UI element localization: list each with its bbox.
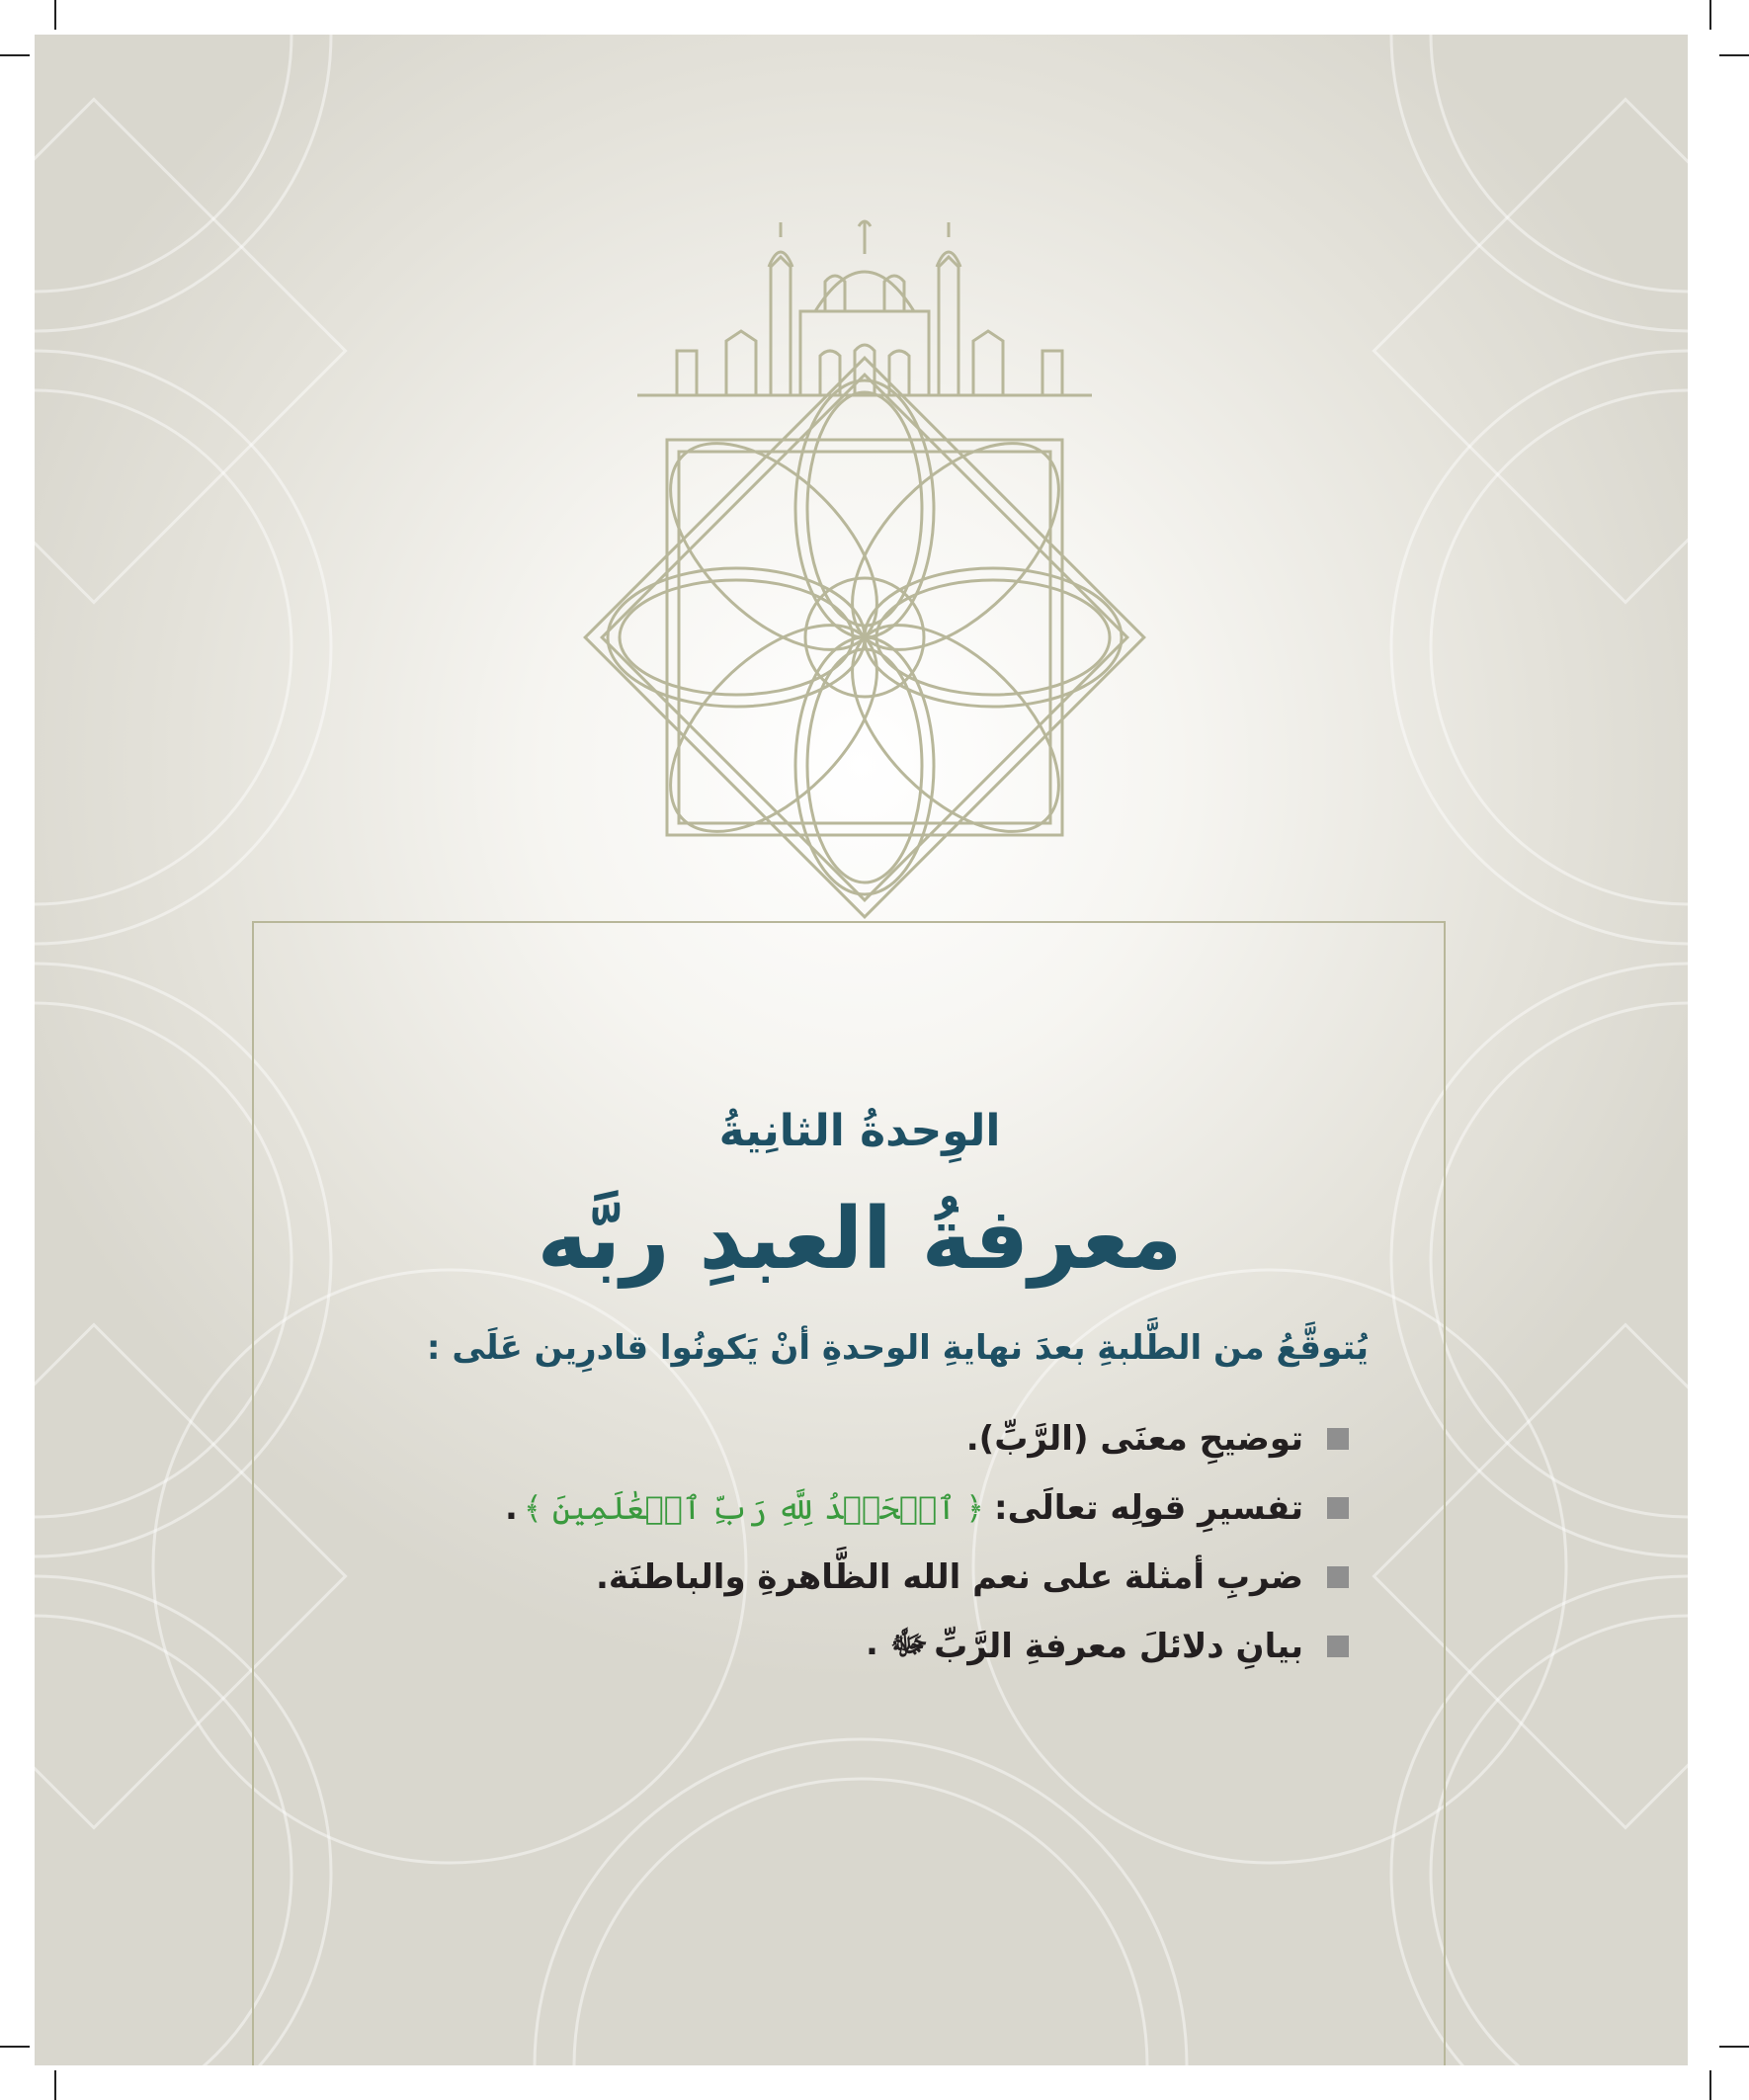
objective-item [311, 1473, 1349, 1543]
objective-text: توضيحِ معنَى (الرَّبِّ). [965, 1419, 1303, 1459]
objective-text: بيانِ دلائلَ معرفةِ الرَّبِّ [934, 1627, 1303, 1666]
unit-intro-content [311, 1102, 1408, 1681]
crop-mark [1719, 54, 1749, 56]
objective-item [311, 1543, 1349, 1612]
unit-title: معرفةُ العبدِ ربَّه [537, 1190, 1183, 1289]
objective-text: تفسيرِ قولِه تعالَى: [994, 1488, 1303, 1528]
objective-item [311, 1612, 1349, 1681]
crop-mark [54, 2070, 56, 2100]
mosque-star-ornament [529, 183, 1201, 1013]
learning-outcomes-intro: يُتوقَّعُ من الطَّلبةِ بعدَ نهايةِ الوحدةِ أنْ يَكونُوا قادرِين عَلَى : [426, 1328, 1369, 1368]
cover-page [35, 35, 1688, 2065]
square-bullet-icon [1327, 1566, 1349, 1588]
crop-mark [1719, 2046, 1749, 2048]
objective-item [311, 1404, 1349, 1473]
crop-mark [0, 54, 30, 56]
crop-mark [1709, 2070, 1711, 2100]
crop-mark [1709, 0, 1711, 30]
unit-label: الوِحدةُ الثانِيةُ [718, 1106, 1001, 1156]
square-bullet-icon [1327, 1636, 1349, 1657]
eight-point-star-ornament-icon [585, 358, 1144, 917]
objective-suffix: . [505, 1488, 518, 1528]
square-bullet-icon [1327, 1497, 1349, 1519]
square-bullet-icon [1327, 1428, 1349, 1450]
honorific-suffix: ﷻ . [866, 1623, 929, 1663]
objectives-list [311, 1404, 1408, 1681]
crop-mark [0, 2046, 30, 2048]
objective-text: ضربِ أمثلة على نعم الله الظَّاهرةِ والباطنَة. [595, 1557, 1303, 1597]
quran-verse: ﴿ ٱلۡحَمۡدُ لِلَّهِ رَبِّ ٱلۡعَٰلَمِينَ ﴾ [523, 1489, 984, 1527]
crop-mark [54, 0, 56, 30]
mosque-silhouette-icon [637, 221, 1092, 395]
